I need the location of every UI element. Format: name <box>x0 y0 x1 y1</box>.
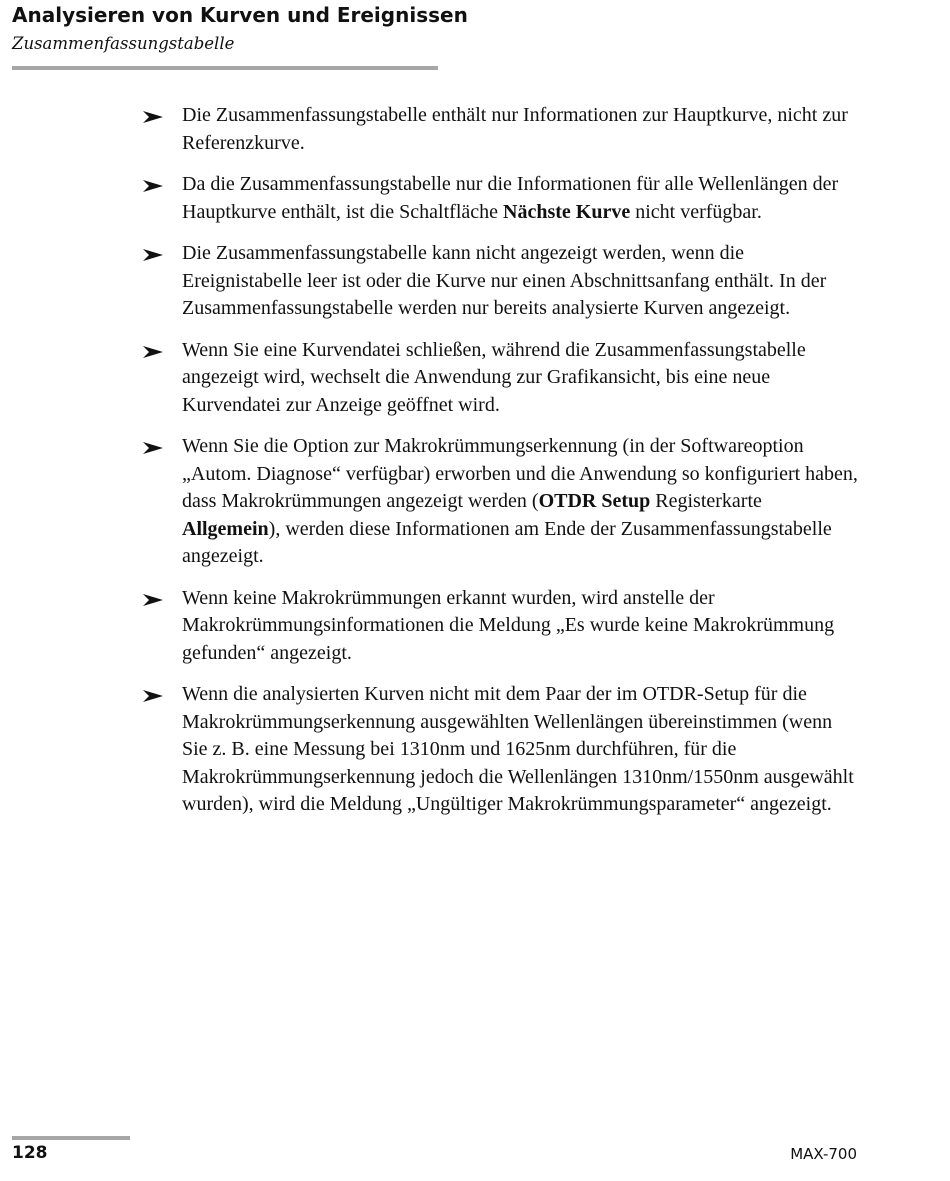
bullet-item <box>140 102 860 157</box>
text-run: Die Zusammenfassungstabelle enthält nur Informationen zur Hauptkurve, nicht zur Referenzkurve. <box>182 104 848 154</box>
text-run: Wenn keine Makrokrümmungen erkannt wurden, wird anstelle der Makrokrümmungsinformationen die Meldung „Es wurde keine Makrokrümmung gefunden“ angezeigt. <box>182 586 835 664</box>
arrowhead-bullet-icon <box>142 248 164 262</box>
text-run: Wenn Sie eine Kurvendatei schließen, während die Zusammenfassungstabelle angezeigt wird, wechselt die Anwendung zur Grafikansicht, bis eine neue Kurvendatei zur Anzeige geöffnet wird. <box>182 338 806 416</box>
product-name: MAX-700 <box>790 1145 857 1163</box>
bullet-item <box>140 681 860 819</box>
bullet-item <box>140 337 860 420</box>
text-run: Wenn Sie die Option zur Makrokrümmungserkennung (in der Softwareoption „Autom. Diagnose“ verfügbar) erworben und die Anwendung so konfiguriert haben, dass Makrokrümmungen angezeigt werden ( <box>182 435 858 512</box>
footer-divider <box>12 1136 130 1140</box>
bold-term: OTDR Setup <box>538 490 651 512</box>
page-number: 128 <box>12 1143 48 1163</box>
section-subtitle: Zusammenfassungstabelle <box>12 34 235 53</box>
text-run: nicht verfügbar. <box>630 200 762 223</box>
bold-term: Allgemein <box>182 517 269 540</box>
bullet-list <box>140 102 860 833</box>
arrowhead-bullet-icon <box>142 689 164 703</box>
bullet-item <box>140 171 860 226</box>
header-divider <box>12 66 438 70</box>
bullet-text <box>182 435 858 567</box>
text-run: Die Zusammenfassungstabelle kann nicht angezeigt werden, wenn die Ereignistabelle leer ist oder die Kurve nur einen Abschnittsanfang enthält. In der Zusammenfassungstabelle werden nur bereits analysierte Kurven angezeigt. <box>182 242 827 319</box>
arrowhead-bullet-icon <box>142 441 164 455</box>
text-run: Wenn die analysierten Kurven nicht mit dem Paar der im OTDR-Setup für die Makrokrümmungserkennung ausgewählten Wellenlängen übereinstimmen (wenn Sie z. B. eine Messung bei 1310nm und 1625nm durchführen, für die Makrokrümmungserkennung jedoch die Wellenlängen 1310nm/1550nm ausgewählt wurden), wird die Meldung „Ungültiger Makrokrümmungsparameter“ angezeigt. <box>182 683 854 815</box>
bullet-item <box>140 433 860 571</box>
chapter-title: Analysieren von Kurven und Ereignissen <box>12 3 468 27</box>
bullet-item <box>140 585 860 668</box>
arrowhead-bullet-icon <box>142 345 164 359</box>
bold-term: Nächste Kurve <box>503 200 631 223</box>
bullet-text <box>182 587 834 664</box>
bullet-text <box>182 339 806 416</box>
bullet-item <box>140 240 860 323</box>
arrowhead-bullet-icon <box>142 593 164 607</box>
bullet-text <box>182 683 854 815</box>
arrowhead-bullet-icon <box>142 110 164 124</box>
arrowhead-bullet-icon <box>142 179 164 193</box>
bullet-text <box>182 173 838 223</box>
text-run: ), werden diese Informationen am Ende der Zusammenfassungstabelle angezeigt. <box>182 517 832 567</box>
bullet-text <box>182 104 848 154</box>
text-run: Da die Zusammenfassungstabelle nur die Informationen für alle Wellenlängen der Hauptkurve enthält, ist die Schaltfläche <box>182 173 839 223</box>
bullet-text <box>182 242 826 319</box>
page-header <box>12 0 468 55</box>
text-run: Registerkarte <box>650 490 762 512</box>
